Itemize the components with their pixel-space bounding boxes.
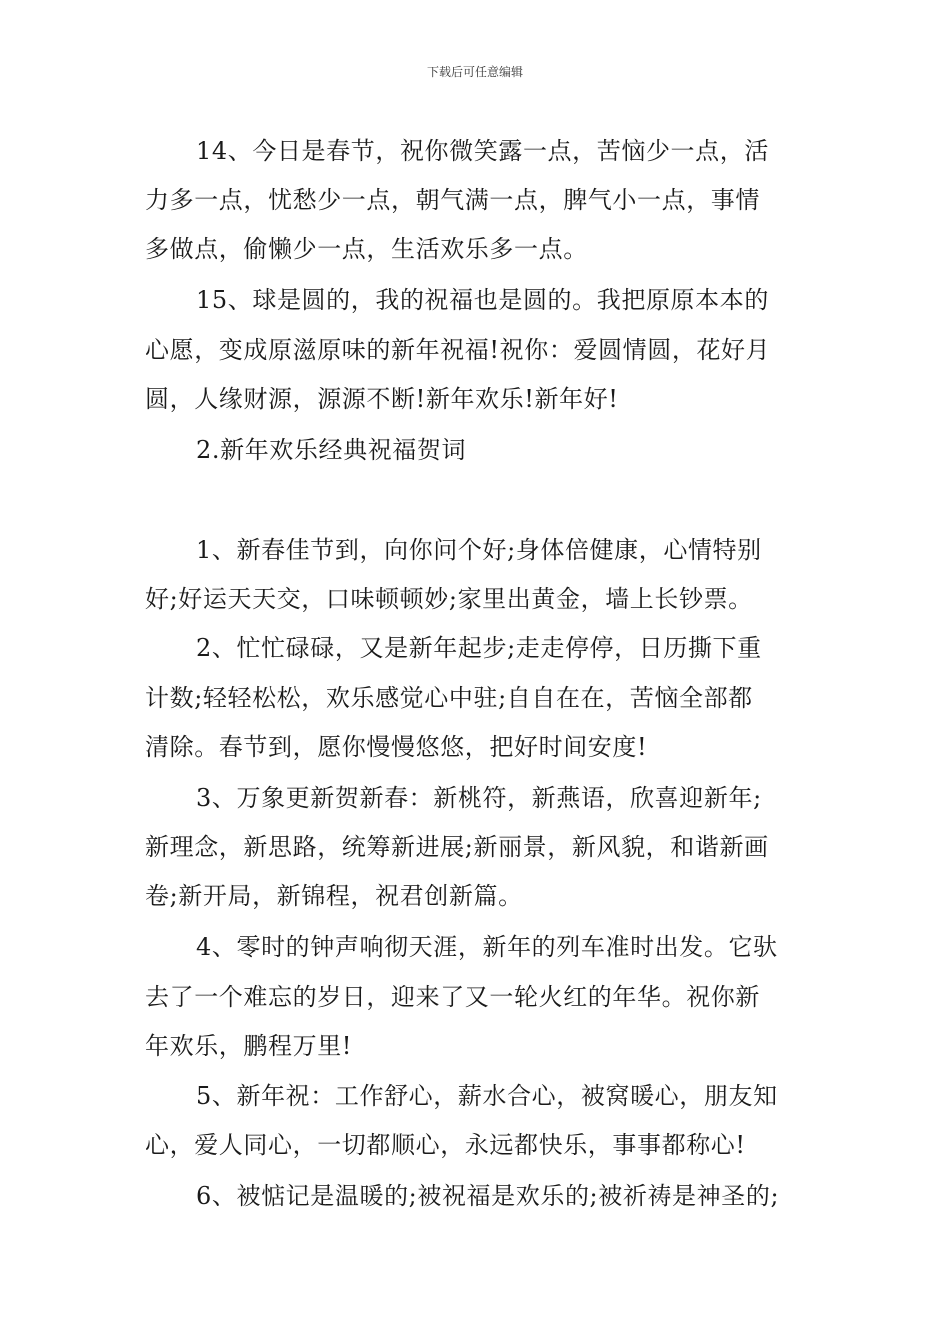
- paragraph-3-line-2: 新理念，新思路，统筹新进展;新丽景，新风貌，和谐新画: [145, 833, 769, 861]
- paragraph-3-line-1: 3、万象更新贺新春：新桃符，新燕语，欣喜迎新年;: [196, 784, 762, 812]
- paragraph-14-line-3: 多做点，偷懒少一点，生活欢乐多一点。: [145, 235, 588, 263]
- paragraph-14-line-2: 力多一点，忧愁少一点，朝气满一点，脾气小一点，事情: [145, 186, 760, 214]
- paragraph-4-line-3: 年欢乐，鹏程万里!: [145, 1032, 353, 1060]
- paragraph-2-line-1: 2、忙忙碌碌，又是新年起步;走走停停，日历撕下重: [196, 634, 762, 662]
- paragraph-2-line-2: 计数;轻轻松松，欢乐感觉心中驻;自自在在，苦恼全部都: [145, 684, 753, 712]
- paragraph-5-line-2: 心，爱人同心，一切都顺心，永远都快乐，事事都称心!: [145, 1131, 746, 1159]
- paragraph-2-line-3: 清除。春节到，愿你慢慢悠悠，把好时间安度!: [145, 733, 648, 761]
- section-heading: 2.新年欢乐经典祝福贺词: [196, 436, 467, 464]
- page-header: 下载后可任意编辑: [426, 65, 523, 79]
- paragraph-14-line-1: 14、今日是春节，祝你微笑露一点，苦恼少一点，活: [196, 137, 769, 165]
- paragraph-15-line-2: 心愿，变成原滋原味的新年祝福!祝你：爱圆情圆，花好月: [145, 336, 771, 364]
- paragraph-6-line-1: 6、被惦记是温暖的;被祝福是欢乐的;被祈祷是神圣的;: [196, 1182, 780, 1210]
- paragraph-1-line-1: 1、新春佳节到，向你问个好;身体倍健康，心情特别: [196, 536, 762, 564]
- paragraph-3-line-3: 卷;新开局，新锦程，祝君创新篇。: [145, 882, 523, 910]
- paragraph-15-line-3: 圆，人缘财源，源源不断!新年欢乐!新年好!: [145, 385, 619, 413]
- paragraph-5-line-1: 5、新年祝：工作舒心，薪水合心，被窝暖心，朋友知: [196, 1082, 778, 1110]
- paragraph-4-line-2: 去了一个难忘的岁日，迎来了又一轮火红的年华。祝你新: [145, 983, 760, 1011]
- paragraph-1-line-2: 好;好运天天交，口味顿顿妙;家里出黄金，墙上长钞票。: [145, 585, 753, 613]
- paragraph-4-line-1: 4、零时的钟声响彻天涯，新年的列车准时出发。它驮: [196, 933, 778, 961]
- paragraph-15-line-1: 15、球是圆的，我的祝福也是圆的。我把原原本本的: [196, 286, 769, 314]
